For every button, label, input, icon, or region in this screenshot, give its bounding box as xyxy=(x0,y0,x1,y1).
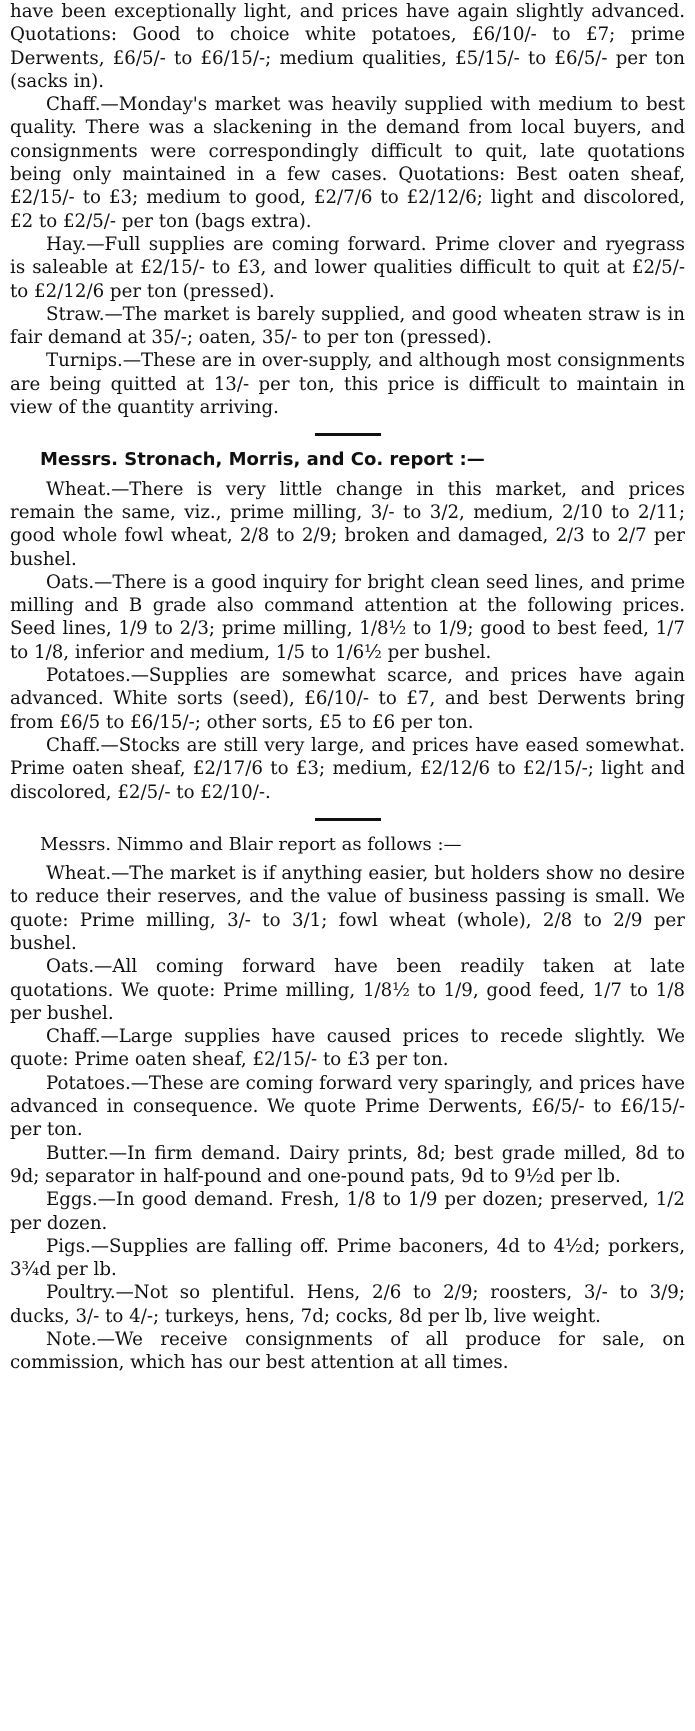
nimmo-blair-report xyxy=(10,833,685,1375)
stronach-morris-report xyxy=(10,448,685,803)
oats-paragraph: Oats.—There is a good inquiry for bright clean seed lines, and prime milling and B grade also command attention at the following prices. Seed lines, 1/9 to 2/3; prime milling, 1/8½ to 1/9; good to best feed, 1/7 to 1/8, inferior and medium, 1/5 to 1/6½ per bushel. xyxy=(10,571,685,663)
section-divider xyxy=(315,818,381,821)
hay-paragraph: Hay.—Full supplies are coming forward. Prime clover and ryegrass is saleable at £2/15/- to £3, and lower qualities difficult to quit at £2/5/- to £2/12/6 per ton (pressed). xyxy=(10,233,685,302)
potatoes-paragraph: Potatoes.—These are coming forward very sparingly, and prices have advanced in consequence. We quote Prime Derwents, £6/5/- to £6/15/- per ton. xyxy=(10,1072,685,1141)
section-divider xyxy=(315,433,381,436)
poultry-paragraph: Poultry.—Not so plentiful. Hens, 2/6 to 2/9; roosters, 3/- to 3/9; ducks, 3/- to 4/-; turkeys, hens, 7d; cocks, 8d per lb, live weight. xyxy=(10,1282,685,1327)
potatoes-paragraph: Potatoes.—Supplies are somewhat scarce, and prices have again advanced. White sorts (seed), £6/10/- to £7, and best Derwents bring from £6/5 to £6/15/-; other sorts, £5 to £6 per ton. xyxy=(10,665,685,733)
eggs-paragraph: Eggs.—In good demand. Fresh, 1/8 to 1/9 per dozen; preserved, 1/2 per dozen. xyxy=(10,1189,685,1234)
potatoes-paragraph-continued: have been exceptionally light, and prices have again slightly advanced. Quotations: Good to choice white potatoes, £6/10/- to £7; prime Derwents, £6/5/- to £6/15/-; medium qualities, £5/15/- to £6/5/- per ton (sacks in). xyxy=(10,1,685,92)
wheat-paragraph: Wheat.—The market is if anything easier, but holders show no desire to reduce their reserves, and the value of business passing is small. We quote: Prime milling, 3/- to 3/1; fowl wheat (whole), 2/8 to 2/9 per bushel. xyxy=(10,863,685,954)
butter-paragraph: Butter.—In firm demand. Dairy prints, 8d; best grade milled, 8d to 9d; separator in half-pound and one-pound pats, 9d to 9½d per lb. xyxy=(10,1142,685,1187)
nimmo-blair-heading: Messrs. Nimmo and Blair report as follows :— xyxy=(40,833,462,855)
note-paragraph: Note.—We receive consignments of all produce for sale, on commission, which has our best attention at all times. xyxy=(10,1329,685,1374)
straw-paragraph: Straw.—The market is barely supplied, and good wheaten straw is in fair demand at 35/-; oaten, 35/- to per ton (pressed). xyxy=(10,303,685,349)
chaff-paragraph: Chaff.—Stocks are still very large, and prices have eased somewhat. Prime oaten sheaf, £2/17/6 to £3; medium, £2/12/6 to £2/15/-; light and discolored, £2/5/- to £2/10/-. xyxy=(10,734,685,803)
pigs-paragraph: Pigs.—Supplies are falling off. Prime baconers, 4d to 4½d; porkers, 3¾d per lb. xyxy=(10,1235,685,1281)
market-report-section-1 xyxy=(10,0,685,419)
stronach-morris-heading: Messrs. Stronach, Morris, and Co. report :— xyxy=(40,449,485,471)
turnips-paragraph: Turnips.—These are in over-supply, and although most consignments are being quitted at 13/- per ton, this price is difficult to maintain in view of the quantity arriving. xyxy=(10,350,685,419)
oats-paragraph: Oats.—All coming forward have been readily taken at late quotations. We quote: Prime milling, 1/8½ to 1/9, good feed, 1/7 to 1/8 per bushel. xyxy=(10,956,685,1024)
chaff-paragraph: Chaff.—Monday's market was heavily supplied with medium to best quality. There was a slackening in the demand from local buyers, and consignments were correspondingly difficult to quit, late quotations being only maintained in a few cases. Quotations: Best oaten sheaf, £2/15/- to £3; medium to good, £2/7/6 to £2/12/6; light and discolored, £2 to £2/5/- per ton (bags extra). xyxy=(10,94,685,232)
wheat-paragraph: Wheat.—There is very little change in this market, and prices remain the same, viz., prime milling, 3/- to 3/2, medium, 2/10 to 2/11; good whole fowl wheat, 2/8 to 2/9; broken and damaged, 2/3 to 2/7 per bushel. xyxy=(10,478,685,570)
chaff-paragraph: Chaff.—Large supplies have caused prices to recede slightly. We quote: Prime oaten sheaf, £2/15/- to £3 per ton. xyxy=(10,1026,685,1071)
